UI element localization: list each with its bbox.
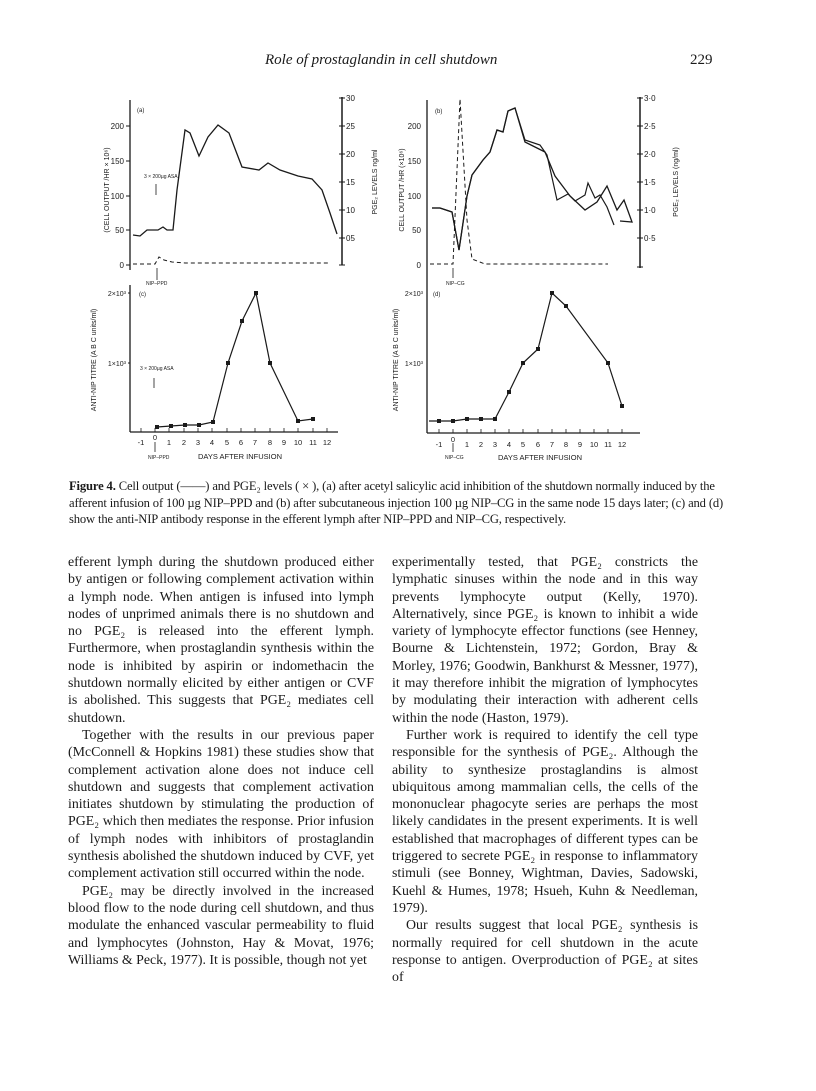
panel-c (91, 285, 338, 461)
d-ytick-1e3: 1×10³ (404, 361, 423, 368)
c-asa-annotation: 3 × 200µg ASA (140, 366, 174, 372)
a-y-left-label: (CELL OUTPUT /HR × 10⁶) (104, 147, 111, 233)
caption-text: Cell output (——) and PGE₂ levels ( × ), (a) after acetyl salicylic acid inhibition of the shutdown normally induced by the afferent infusion of 100 µg NIP–PPD and (b) after subcutaneous injection 100 µg NIP–CG in the same node 15 days later; (c) and (d) show the anti-NIP antibody response in the efferent lymph after NIP–PPD and NIP–CG, respectively. (69, 479, 724, 526)
a-antigen-annotation: NIP–PPD (146, 281, 168, 287)
panel-a-label: (a) (137, 108, 145, 114)
d-xtick: 7 (549, 440, 555, 449)
c-xtick: 3 (195, 438, 201, 447)
b-ytick-200: 200 (407, 122, 421, 131)
panel-c-label: (c) (139, 292, 146, 298)
b-rtick: 3·0 (644, 94, 656, 103)
b-ytick-0: 0 (416, 261, 421, 270)
c-xtick: 4 (209, 438, 215, 447)
d-x-label: DAYS AFTER INFUSION (497, 453, 583, 462)
b-ytick-150: 150 (407, 157, 421, 166)
b-rtick: 2·5 (644, 122, 656, 131)
a-rtick-05: 05 (346, 234, 355, 243)
d-y-label: ANTI-NIP TITRE (A B C units/ml) (393, 308, 400, 412)
caption-label: Figure 4. (69, 479, 116, 493)
c-xtick: 8 (267, 438, 273, 447)
c-xtick: 10 (293, 438, 303, 447)
d-xtick: 11 (604, 440, 612, 449)
b-ytick-100: 100 (407, 192, 421, 201)
c-xtick: 12 (322, 438, 332, 447)
a-rtick-30: 30 (346, 94, 355, 103)
d-ytick-2e3: 2×10³ (404, 291, 423, 298)
panel-d (393, 290, 640, 462)
a-ytick-200: 200 (110, 122, 124, 131)
a-ytick-150: 150 (110, 157, 124, 166)
d-xtick: -1 (435, 440, 443, 449)
paragraph: Our results suggest that local PGE₂ synthesis is normally required for cell shutdown in the acute response to antigen. Overproduction of PGE₂ at sites of (392, 918, 698, 986)
a-ytick-50: 50 (115, 226, 124, 235)
c-ytick-2e3: 2×10³ (107, 291, 126, 298)
c-antigen-annotation: NIP–PPD (148, 455, 170, 461)
b-rtick: 1·0 (644, 206, 656, 215)
b-ytick-50: 50 (412, 226, 421, 235)
a-rtick-10: 10 (346, 206, 355, 215)
c-xtick: 2 (181, 438, 187, 447)
d-xtick: 5 (520, 440, 526, 449)
c-xtick: 11 (309, 438, 317, 447)
panel-d-label: (d) (433, 292, 441, 298)
a-rtick-15: 15 (346, 178, 355, 187)
a-rtick-20: 20 (346, 150, 355, 159)
d-xtick: 6 (535, 440, 541, 449)
d-xtick: 3 (492, 440, 498, 449)
d-xtick: 9 (577, 440, 583, 449)
d-xtick: 12 (617, 440, 627, 449)
figure-caption (69, 478, 749, 528)
a-ytick-100: 100 (110, 192, 124, 201)
d-xtick: 2 (478, 440, 484, 449)
c-xtick: 6 (238, 438, 244, 447)
paragraph: PGE₂ may be directly involved in the increased blood flow to the node during cell shutdown, and thus modulate the enhanced vascular permeability to fluid and lymphocytes (Johnston, Hay & Movat, 1976; Williams & Peck, 1977). It is possible, though not yet (68, 883, 374, 968)
paragraph: Together with the results in our previous paper (McConnell & Hopkins 1981) these studies show that complement activation alone does not induce cell shutdown and suggests that complement activation initiates shutdown by stimulating the production of PGE₂ which then mediates the response. Prior infusion of lymph nodes with inhibitors of prostaglandin synthesis abolished the shutdown induced by CVF, yet complement activation still occurred within the node. (68, 727, 374, 882)
panel-a (104, 94, 379, 287)
left-column (68, 554, 374, 969)
c-xtick: 0 (152, 433, 158, 442)
b-rtick: 2·0 (644, 150, 656, 159)
d-xtick: 4 (506, 440, 512, 449)
b-y-right-label: PGE₂ LEVELS (ng/ml) (673, 147, 680, 217)
b-rtick: 1·5 (644, 178, 656, 187)
c-ytick-1e3: 1×10³ (107, 361, 126, 368)
c-xtick: -1 (137, 438, 145, 447)
d-xtick: 10 (589, 440, 599, 449)
c-xtick: 1 (166, 438, 172, 447)
panel-b (399, 94, 680, 290)
b-rtick: 0·5 (644, 234, 656, 243)
c-xtick: 7 (252, 438, 258, 447)
running-title: Role of prostaglandin in cell shutdown (265, 52, 498, 68)
c-xtick: 9 (281, 438, 287, 447)
c-x-label: DAYS AFTER INFUSION (197, 452, 283, 461)
a-rtick-25: 25 (346, 122, 355, 131)
paragraph: efferent lymph during the shutdown produced either by antigen or following complement activation within a lymph node. When antigen is infused into lymph nodes of unprimed animals there is no shutdown and no PGE₂ is released into the efferent lymph. Furthermore, when prostaglandin synthesis within the node is inhibited by aspirin or indomethacin the shutdown normally elicited by either antigen or CVF is abolished. This suggests that PGE₂ mediates cell shutdown. (68, 555, 374, 726)
d-xtick: 1 (464, 440, 470, 449)
d-xtick: 8 (563, 440, 569, 449)
a-ytick-0: 0 (119, 261, 124, 270)
c-xtick: 5 (224, 438, 230, 447)
b-y-left-label: CELL OUTPUT /HR (×10⁶) (399, 148, 406, 232)
figure-4 (0, 0, 816, 475)
panel-b-label: (b) (435, 109, 443, 115)
paragraph: experimentally tested, that PGE₂ constricts the lymphatic sinuses within the node and in this way prevents lymphocyte output (Kelly, 1970). Alternatively, since PGE₂ is known to inhibit a wide variety of lymphocyte effector functions (see Henney, Bourne & Lichtenstein, 1972; Gordon, Bray & Morley, 1976; Goodwin, Bankhurst & Messner, 1977), it may therefore inhibit the migration of lymphocytes by modulating their interaction with adherent cells within the node (Haston, 1979). (392, 555, 698, 726)
c-y-label: ANTI-NIP TITRE (A B C units/ml) (91, 308, 98, 412)
d-xtick: 0 (450, 435, 456, 444)
paragraph: Further work is required to identify the cell type responsible for the synthesis of PGE₂. Although the ability to synthesize prostaglandins is almost ubiquitous among mammalian cells, the cells of the mononuclear phagocyte series are perhaps the most likely candidates in the present experiments. It is well established that macrophages of different types can be triggered to secrete PGE₂ in response to inflammatory stimuli (see Bonney, Wightman, Davies, Sadowski, Kuehl & Humes, 1978; Hsueh, Kuhn & Needleman, 1979). (392, 727, 698, 916)
d-antigen-annotation: NIP–CG (445, 455, 464, 461)
page-number: 229 (690, 52, 713, 68)
b-antigen-annotation: NIP–CG (446, 281, 465, 287)
a-asa-annotation: 3 × 200µg ASA (144, 174, 178, 180)
a-y-right-label: PGE₂ LEVELS ng/ml (372, 149, 379, 215)
right-column (392, 554, 698, 986)
